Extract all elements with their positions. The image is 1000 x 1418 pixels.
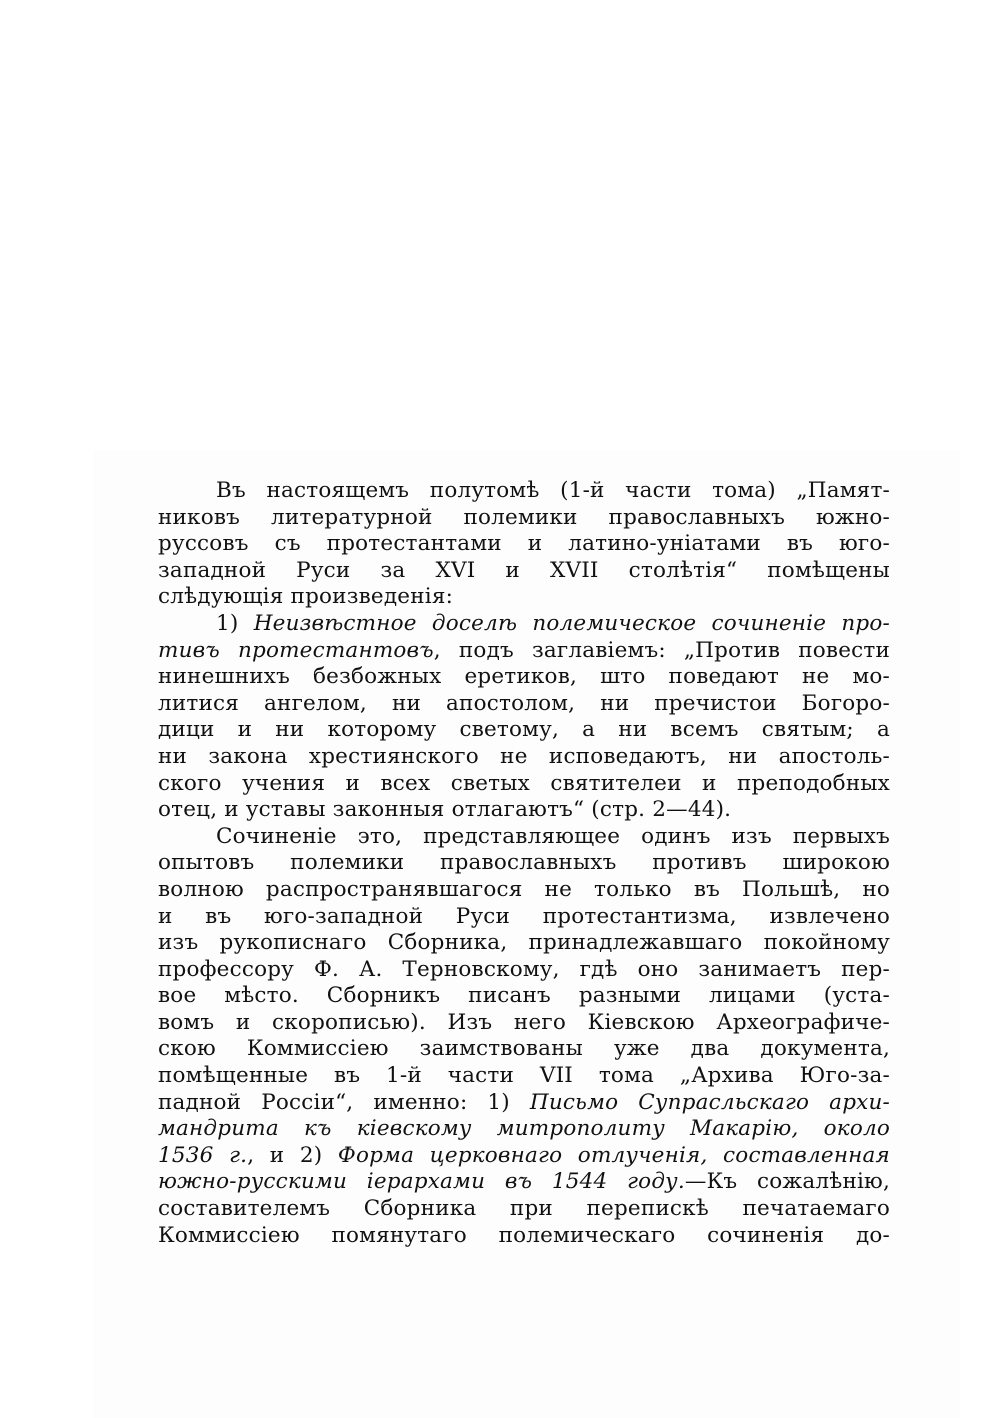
- text-run: Коммиссіею помянутаго полемическаго сочиненія до-: [158, 1222, 890, 1248]
- text-run: Сочиненіе это, представляющее одинъ изъ первыхъ: [216, 823, 890, 849]
- text-line: [158, 664, 890, 691]
- text-line: [158, 983, 890, 1010]
- text-run: помѣщенные въ 1-й части VII тома „Архива Юго-за-: [158, 1063, 890, 1089]
- text-line: [158, 877, 890, 904]
- text-line: [158, 691, 890, 718]
- text-run: падной Россіи“, именно: 1): [158, 1089, 530, 1115]
- text-run: вое мѣсто. Сборникъ писанъ разными лицами (уста-: [158, 983, 890, 1009]
- italic-text: 1536 г.: [158, 1142, 248, 1168]
- text-line: [158, 824, 890, 851]
- text-run: профессору Ф. А. Терновскому, гдѣ оно занимаетъ пер-: [158, 956, 890, 982]
- text-line: [158, 850, 890, 877]
- text-line: [158, 584, 890, 611]
- text-run: нинешнихъ безбожных еретиков, што поведают не мо-: [158, 664, 890, 690]
- text-line: [158, 744, 890, 771]
- text-run: слѣдующія произведенія:: [158, 584, 454, 610]
- text-line: [158, 558, 890, 585]
- text-line: [158, 611, 890, 638]
- text-run: руссовъ съ протестантами и латино-уніатами въ юго-: [158, 531, 890, 557]
- text-line: [158, 957, 890, 984]
- text-run: скою Коммиссіею заимствованы уже два документа,: [158, 1036, 890, 1062]
- text-run: составителемъ Сборника при перепискѣ печатаемаго: [158, 1196, 890, 1222]
- text-run: Въ настоящемъ полутомѣ (1-й части тома) „Памят-: [216, 478, 890, 503]
- text-run: ского учения и всех светых святителеи и преподобных: [158, 770, 890, 796]
- text-line: [158, 1169, 890, 1196]
- text-line: [158, 717, 890, 744]
- text-run: ни закона хрестиянского не исповедаютъ, ни апостоль-: [158, 743, 890, 769]
- italic-text: южно-русскими іерархами въ 1544 году.: [158, 1169, 685, 1195]
- text-line: [158, 1143, 890, 1170]
- text-run: , и 2): [247, 1142, 338, 1168]
- text-line: [158, 930, 890, 957]
- text-line: [158, 1036, 890, 1063]
- italic-text: тивъ протестантовъ: [158, 637, 434, 663]
- text-run: —Къ сожалѣнію,: [684, 1169, 891, 1195]
- text-run: , подъ заглавіемъ: „Против повести: [433, 637, 890, 663]
- text-run: и въ юго-западной Руси протестантизма, извлечено: [158, 903, 890, 929]
- text-line: [158, 904, 890, 931]
- text-line: [158, 505, 890, 532]
- text-run: литися ангелом, ни апостолом, ни пречистои Богоро-: [158, 690, 890, 716]
- text-line: [158, 1223, 890, 1250]
- text-line: [158, 1116, 890, 1143]
- italic-text: Форма церковнаго отлученія, составленная: [337, 1142, 890, 1168]
- text-line: [158, 1090, 890, 1117]
- text-run: волною распространявшагося не только въ Польшѣ, но: [158, 876, 890, 902]
- text-line: [158, 1063, 890, 1090]
- text-run: изъ рукописнаго Сборника, принадлежавшаго покойному: [158, 930, 890, 956]
- text-line: [158, 478, 890, 505]
- text-run: западной Руси за XVI и XVII столѣтія“ помѣщены: [158, 557, 890, 583]
- italic-text: мандрита къ кіевскому митрополиту Макарію, около: [158, 1116, 890, 1142]
- text-run: вомъ и скорописью). Изъ него Кіевскою Археографиче-: [158, 1009, 890, 1035]
- text-run: 1): [216, 610, 254, 636]
- text-line: [158, 1196, 890, 1223]
- text-run: отец, и уставы законныя отлагаютъ“ (стр. 2—44).: [158, 797, 732, 823]
- text-line: [158, 797, 890, 824]
- text-line: [158, 771, 890, 798]
- italic-text: Неизвѣстное доселѣ полемическое сочиненіе про-: [253, 610, 890, 636]
- text-run: дици и ни которому светому, а ни всемъ святым; а: [158, 717, 890, 743]
- text-line: [158, 531, 890, 558]
- document-body: [158, 478, 890, 1249]
- italic-text: Письмо Супрасльскаго архи-: [529, 1089, 890, 1115]
- text-line: [158, 1010, 890, 1037]
- text-run: никовъ литературной полемики православныхъ южно-: [158, 504, 890, 530]
- text-run: опытовъ полемики православныхъ противъ широкою: [158, 850, 890, 876]
- text-line: [158, 638, 890, 665]
